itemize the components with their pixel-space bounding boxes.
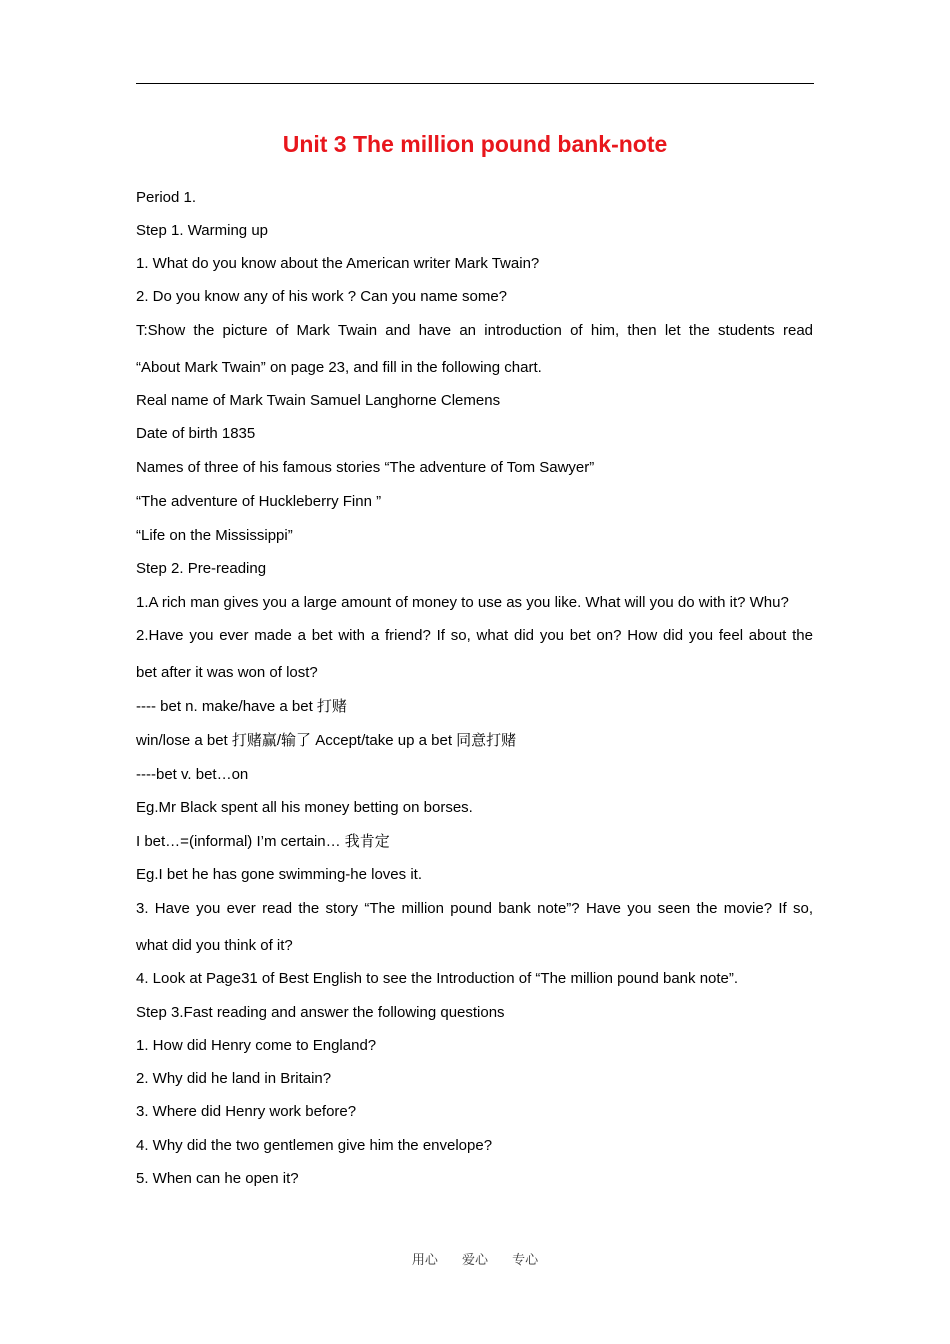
text-line: “Life on the Mississippi” [136, 527, 293, 544]
text-line: 2. Why did he land in Britain? [136, 1070, 332, 1087]
text-line: bet after it was won of lost? [136, 664, 318, 681]
text-line: “The adventure of Huckleberry Finn ” [136, 493, 382, 510]
text-line: win/lose a bet 打赌赢/输了 Accept/take up a bet 同意打赌 [136, 732, 517, 749]
text-line: ---- bet n. make/have a bet 打赌 [136, 698, 347, 715]
text-line: 5. When can he open it? [136, 1170, 299, 1187]
text-line: Step 3.Fast reading and answer the following questions [136, 1004, 505, 1021]
text-line: Eg.Mr Black spent all his money betting on borses. [136, 799, 473, 816]
text-line: Step 1. Warming up [136, 222, 269, 239]
text-line: 2.Have you ever made a bet with a friend? If so, what did you bet on? How did you feel about the [136, 627, 813, 644]
footer-word: 专心 [512, 1253, 539, 1268]
footer-word: 爱心 [461, 1253, 488, 1268]
text-line: what did you think of it? [136, 937, 293, 954]
text-line: 2. Do you know any of his work ? Can you name some? [136, 288, 508, 305]
text-line: Names of three of his famous stories “The adventure of Tom Sawyer” [136, 459, 595, 476]
text-line: ----bet v. bet…on [136, 766, 249, 783]
text-line: Eg.I bet he has gone swimming-he loves it. [136, 866, 422, 883]
footer-word: 用心 [411, 1253, 438, 1268]
text-line: 1.A rich man gives you a large amount of money to use as you like. What will you do with it? Whu? [136, 594, 789, 611]
text-line: 4. Why did the two gentlemen give him the envelope? [136, 1137, 493, 1154]
text-line: 1. How did Henry come to England? [136, 1037, 377, 1054]
text-line: 1. What do you know about the American writer Mark Twain? [136, 255, 540, 272]
text-line: 3. Where did Henry work before? [136, 1103, 357, 1120]
header-rule [136, 83, 814, 84]
text-line: 4. Look at Page31 of Best English to see the Introduction of “The million pound bank note”. [136, 970, 739, 987]
page-footer [0, 1249, 950, 1268]
text-line: “About Mark Twain” on page 23, and fill in the following chart. [136, 359, 542, 376]
page-title: Unit 3 The million pound bank-note [282, 131, 668, 157]
text-line: Period 1. [136, 189, 197, 206]
text-line: Date of birth 1835 [136, 425, 256, 442]
text-line: Real name of Mark Twain Samuel Langhorne Clemens [136, 392, 501, 409]
text-line: I bet…=(informal) I’m certain… 我肯定 [136, 833, 390, 850]
text-line: 3. Have you ever read the story “The million pound bank note”? Have you seen the movie? If so, [136, 900, 813, 917]
text-line: T:Show the picture of Mark Twain and have an introduction of him, then let the students read [136, 322, 813, 339]
text-line: Step 2. Pre-reading [136, 560, 267, 577]
